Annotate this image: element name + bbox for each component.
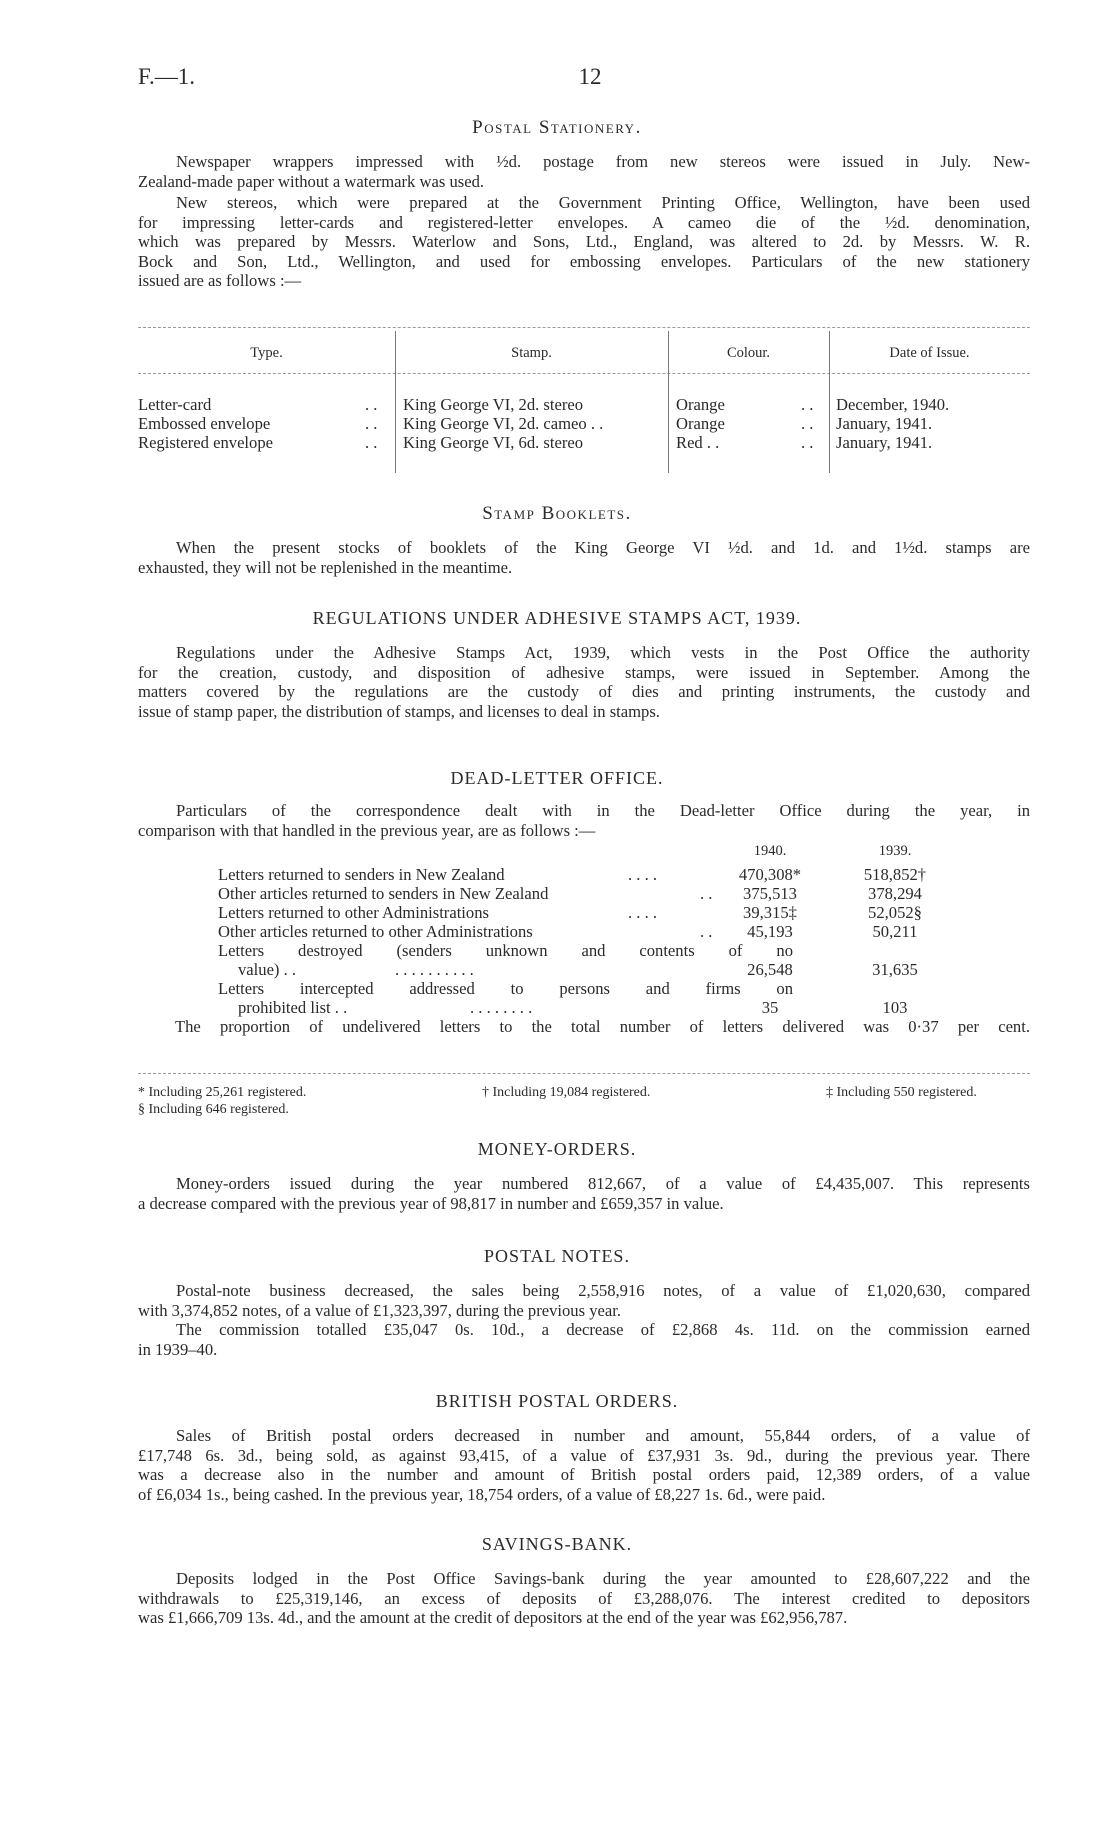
text-line: The proportion of undelivered letters to the total number of letters delivered was 0·37 per cent.	[175, 1017, 1030, 1036]
value-1940: 375,513	[743, 884, 797, 903]
value-1940: 39,315‡	[743, 903, 797, 922]
leader-dots: . . . .	[628, 865, 658, 884]
text-line: of £6,034 1s., being cashed. In the previous year, 18,754 orders, of a value of £8,227 1s. 6d., were paid.	[138, 1484, 826, 1504]
dead-letter-proportion	[175, 1017, 1030, 1037]
text-line: issued are as follows :—	[138, 271, 302, 290]
footnote-asterisk: * Including 25,261 registered.	[138, 1085, 307, 1100]
footnote-section: § Including 646 registered.	[138, 1102, 289, 1117]
table-header-rule	[138, 373, 1030, 374]
column-header-colour: Colour.	[726, 345, 771, 361]
text-line: Zealand-made paper without a watermark was used.	[138, 171, 485, 191]
stamp-booklets-heading: Stamp Booklets.	[482, 503, 632, 524]
text-line	[138, 193, 1030, 213]
page-reference: F.—1.	[138, 64, 195, 89]
list-item-label: Letters destroyed (senders unknown and contents of no	[218, 941, 793, 960]
text-line	[138, 1320, 1030, 1340]
leader-dots: . . . . . . . . . .	[395, 960, 474, 979]
text-line: a decrease compared with the previous year of 98,817 in number and £659,357 in value.	[138, 1193, 724, 1213]
regulations-paragraph	[138, 643, 1030, 721]
table-cell-type: Letter-card	[138, 395, 212, 414]
leader-dots: . .	[365, 414, 378, 433]
footnote-rule	[138, 1073, 1030, 1074]
text-line: issue of stamp paper, the distribution of stamps, and licenses to deal in stamps.	[138, 701, 660, 721]
regulations-heading: REGULATIONS UNDER ADHESIVE STAMPS ACT, 1939.	[312, 608, 802, 628]
savings-bank-paragraph	[138, 1569, 1030, 1628]
value-1939: 103	[882, 998, 908, 1017]
table-cell-type: Registered envelope	[138, 433, 274, 452]
text-line-content: When the present stocks of booklets of the King George VI ½d. and 1d. and 1½d. stamps are	[176, 538, 1030, 557]
leader-dots: . .	[801, 433, 814, 452]
postal-stationery-paragraph-2	[138, 193, 1030, 291]
table-cell-stamp: King George VI, 2d. stereo	[403, 395, 584, 414]
text-line: for the creation, custody, and disposition of adhesive stamps, were issued in September. Among the	[138, 662, 1030, 682]
text-line	[138, 538, 1030, 558]
year-column-1939: 1939.	[878, 843, 912, 859]
list-item-label: Letters returned to other Administrations	[218, 903, 489, 922]
text-line-content: Postal-note business decreased, the sales being 2,558,916 notes, of a value of £1,020,630, compared	[176, 1281, 1030, 1300]
text-line: £17,748 6s. 3d., being sold, as against 93,415, of a value of £37,931 3s. 9d., during the previous year. There	[138, 1445, 1030, 1465]
value-1940: 470,308*	[738, 865, 802, 884]
column-header-date: Date of Issue.	[889, 345, 970, 361]
page-number: 12	[578, 64, 602, 89]
table-cell-type: Embossed envelope	[138, 414, 271, 433]
table-cell-colour: Red . .	[676, 433, 720, 452]
british-postal-orders-paragraph	[138, 1426, 1030, 1504]
dead-letter-heading: DEAD-LETTER OFFICE.	[450, 768, 664, 788]
text-line-content: Sales of British postal orders decreased in number and amount, 55,844 orders, of a value of	[176, 1426, 1030, 1445]
text-line	[138, 643, 1030, 663]
leader-dots: . .	[700, 922, 713, 941]
text-line: withdrawals to £25,319,146, an excess of deposits of £3,288,076. The interest credited to depositors	[138, 1588, 1030, 1608]
value-1939: 52,052§	[868, 903, 922, 922]
savings-bank-heading: SAVINGS-BANK.	[481, 1534, 633, 1554]
value-1940: 26,548	[747, 960, 793, 979]
text-line-content: Money-orders issued during the year numbered 812,667, of a value of £4,435,007. This represents	[176, 1174, 1030, 1193]
table-cell-date: January, 1941.	[836, 414, 933, 433]
stationery-table	[138, 327, 1030, 477]
postal-notes-heading: POSTAL NOTES.	[484, 1246, 630, 1266]
list-item-label: Letters returned to senders in New Zealand	[218, 865, 505, 884]
leader-dots: . .	[365, 433, 378, 452]
value-1939: 378,294	[868, 884, 922, 903]
table-cell-stamp: King George VI, 6d. stereo	[403, 433, 584, 452]
text-line: in 1939–40.	[138, 1339, 218, 1359]
text-line-content: Regulations under the Adhesive Stamps Act, 1939, which vests in the Post Office the authority	[176, 643, 1030, 662]
column-header-type: Type.	[250, 345, 283, 361]
table-cell-date: December, 1940.	[836, 395, 950, 414]
text-line: which was prepared by Messrs. Waterlow and Sons, Ltd., England, was altered to 2d. by Messrs. W. R.	[138, 232, 1030, 251]
money-orders-heading: MONEY-ORDERS.	[477, 1139, 637, 1159]
list-item-label: Other articles returned to other Administrations	[218, 922, 533, 941]
text-line: Bock and Son, Ltd., Wellington, and used for embossing envelopes. Particulars of the new stationery	[138, 251, 1030, 271]
text-line	[138, 1174, 1030, 1194]
footnote-dagger: † Including 19,084 registered.	[482, 1085, 651, 1100]
text-line-content: New stereos, which were prepared at the Government Printing Office, Wellington, have been used	[176, 193, 1030, 212]
table-cell-stamp: King George VI, 2d. cameo . .	[403, 414, 604, 433]
text-line	[138, 152, 1030, 172]
postal-notes-paragraph-2	[138, 1320, 1030, 1359]
text-line: comparison with that handled in the previous year, are as follows :—	[138, 820, 596, 840]
table-cell-colour: Orange	[676, 414, 725, 433]
text-line-content: Deposits lodged in the Post Office Savings-bank during the year amounted to £28,607,222 and the	[176, 1569, 1030, 1588]
text-line: was £1,666,709 13s. 4d., and the amount at the credit of depositors at the end of the year was £62,956,787.	[138, 1608, 848, 1627]
text-line-content: Newspaper wrappers impressed with ½d. postage from new stereos were issued in July. New-	[176, 152, 1030, 171]
dead-letter-intro	[138, 801, 1030, 840]
text-line	[138, 1426, 1030, 1446]
list-item-label-continued: value) . .	[238, 960, 297, 979]
value-1939: 50,211	[872, 922, 918, 941]
postal-notes-paragraph-1	[138, 1281, 1030, 1320]
leader-dots: . . . .	[628, 903, 658, 922]
text-line: for impressing letter-cards and registered-letter envelopes. A cameo die of the ½d. denomination,	[138, 212, 1030, 232]
table-cell-colour: Orange	[676, 395, 725, 414]
money-orders-paragraph	[138, 1174, 1030, 1213]
leader-dots: . .	[700, 884, 713, 903]
leader-dots: . . . . . . . .	[470, 998, 533, 1017]
text-line	[138, 801, 1030, 821]
leader-dots: . .	[365, 395, 378, 414]
stamp-booklets-paragraph	[138, 538, 1030, 577]
text-line-content: Particulars of the correspondence dealt with in the Dead-letter Office during the year, in	[176, 801, 1030, 820]
text-line: was a decrease also in the number and amount of British postal orders paid, 12,389 orders, of a value	[138, 1465, 1030, 1484]
text-line: with 3,374,852 notes, of a value of £1,323,397, during the previous year.	[138, 1300, 621, 1320]
text-line: exhausted, they will not be replenished in the meantime.	[138, 557, 513, 577]
text-line: matters covered by the regulations are the custody of dies and printing instruments, the custody and	[138, 682, 1030, 701]
text-line	[138, 1281, 1030, 1301]
leader-dots: . .	[801, 395, 814, 414]
value-1940: 45,193	[747, 922, 793, 941]
value-1940: 35	[761, 998, 779, 1017]
value-1939: 31,635	[872, 960, 918, 979]
value-1939: 518,852†	[863, 865, 927, 884]
postal-stationery-paragraph-1	[138, 152, 1030, 191]
list-item-label-continued: prohibited list . .	[238, 998, 348, 1017]
postal-stationery-heading: Postal Stationery.	[472, 117, 642, 138]
text-line	[138, 1569, 1030, 1589]
british-postal-orders-heading: BRITISH POSTAL ORDERS.	[435, 1391, 679, 1411]
year-column-1940: 1940.	[753, 843, 787, 859]
list-item-label: Other articles returned to senders in New Zealand	[218, 884, 549, 903]
text-line-content: The commission totalled £35,047 0s. 10d., a decrease of £2,868 4s. 11d. on the commission earned	[176, 1320, 1030, 1339]
list-item-label: Letters intercepted addressed to persons and firms on	[218, 979, 793, 998]
leader-dots: . .	[801, 414, 814, 433]
table-cell-date: January, 1941.	[836, 433, 933, 452]
footnote-double-dagger: ‡ Including 550 registered.	[826, 1085, 977, 1100]
column-header-stamp: Stamp.	[511, 345, 552, 361]
table-top-rule	[138, 327, 1030, 328]
